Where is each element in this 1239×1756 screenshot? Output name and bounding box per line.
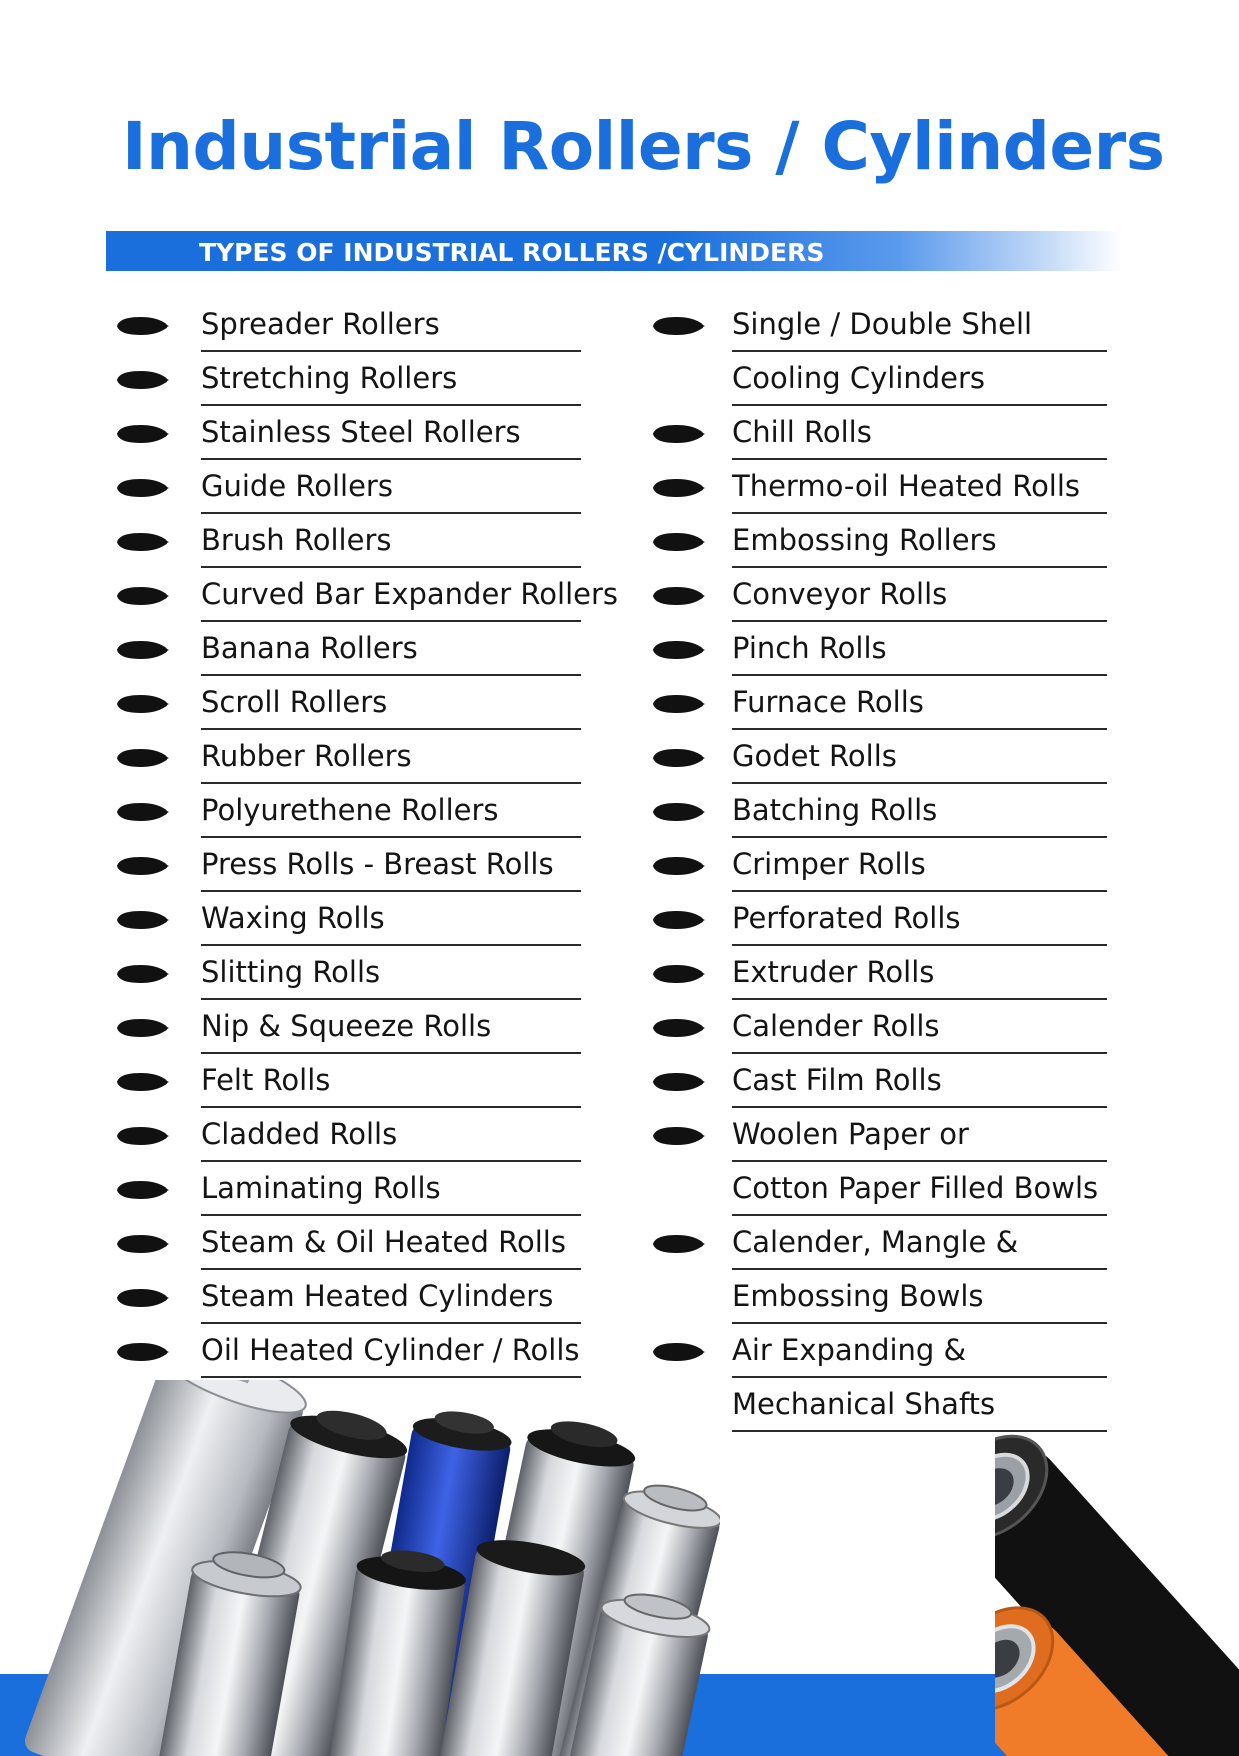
list-item-label: Chill Rolls — [732, 412, 1107, 460]
list-item-label: Press Rolls - Breast Rolls — [201, 844, 581, 892]
roller-bullet-icon — [651, 1340, 705, 1364]
roller-bullet-icon — [651, 1070, 705, 1094]
roller-bullet-icon — [651, 422, 705, 446]
list-item-label: Rubber Rollers — [201, 736, 581, 784]
list-item-label: Perforated Rolls — [732, 898, 1107, 946]
list-item-label: Stainless Steel Rollers — [201, 412, 581, 460]
roller-bullet-icon — [651, 1016, 705, 1040]
roller-bullet-icon — [115, 1340, 169, 1364]
list-item-label: Stretching Rollers — [201, 358, 581, 406]
list-item-label: Batching Rolls — [732, 790, 1107, 838]
roller-bullet-icon — [651, 854, 705, 878]
roller-bullet-icon — [651, 314, 705, 338]
list-item-label: Pinch Rolls — [732, 628, 1107, 676]
list-item-label: Slitting Rolls — [201, 952, 581, 1000]
roller-bullet-icon — [115, 1124, 169, 1148]
roller-bullet-icon — [115, 1286, 169, 1310]
roller-bullet-icon — [115, 746, 169, 770]
list-item-label: Single / Double Shell — [732, 304, 1107, 352]
list-item-label: Curved Bar Expander Rollers — [201, 574, 581, 622]
roller-bullet-icon — [651, 530, 705, 554]
list-item-label: Brush Rollers — [201, 520, 581, 568]
roller-bullet-icon — [115, 368, 169, 392]
list-item-label: Crimper Rolls — [732, 844, 1107, 892]
list-item-label: Mechanical Shafts — [732, 1384, 1107, 1432]
roller-bullet-icon — [115, 476, 169, 500]
list-item-label: Scroll Rollers — [201, 682, 581, 730]
list-item-label: Cotton Paper Filled Bowls — [732, 1168, 1107, 1216]
list-item-label: Nip & Squeeze Rolls — [201, 1006, 581, 1054]
roller-bullet-icon — [651, 800, 705, 824]
roller-bullet-icon — [115, 1070, 169, 1094]
list-item-label: Steam Heated Cylinders — [201, 1276, 581, 1324]
list-item-label: Steam & Oil Heated Rolls — [201, 1222, 581, 1270]
list-item-label: Embossing Rollers — [732, 520, 1107, 568]
list-item-label: Banana Rollers — [201, 628, 581, 676]
roller-bullet-icon — [651, 584, 705, 608]
list-item-label: Cast Film Rolls — [732, 1060, 1107, 1108]
roller-bullet-icon — [115, 1232, 169, 1256]
list-item-label: Spreader Rollers — [201, 304, 581, 352]
list-item-label: Godet Rolls — [732, 736, 1107, 784]
roller-bullet-icon — [115, 854, 169, 878]
list-item-label: Air Expanding & — [732, 1330, 1107, 1378]
steel-rollers-image — [0, 1380, 720, 1756]
roller-bullet-icon — [115, 422, 169, 446]
roller-bullet-icon — [651, 746, 705, 770]
roller-bullet-icon — [651, 962, 705, 986]
roller-bullet-icon — [651, 908, 705, 932]
list-item-label: Woolen Paper or — [732, 1114, 1107, 1162]
roller-bullet-icon — [651, 476, 705, 500]
page-title: Industrial Rollers / Cylinders — [122, 108, 1165, 185]
list-item-label: Felt Rolls — [201, 1060, 581, 1108]
list-item-label: Embossing Bowls — [732, 1276, 1107, 1324]
section-banner — [106, 231, 1122, 271]
roller-bullet-icon — [651, 1232, 705, 1256]
roller-bullet-icon — [651, 692, 705, 716]
list-item-label: Waxing Rolls — [201, 898, 581, 946]
roller-bullet-icon — [115, 314, 169, 338]
section-banner-label: TYPES OF INDUSTRIAL ROLLERS /CYLINDERS — [199, 238, 825, 267]
list-item-label: Laminating Rolls — [201, 1168, 581, 1216]
list-item-label: Cladded Rolls — [201, 1114, 581, 1162]
list-item-label: Calender Rolls — [732, 1006, 1107, 1054]
list-item-label: Polyurethene Rollers — [201, 790, 581, 838]
list-item-label: Guide Rollers — [201, 466, 581, 514]
roller-bullet-icon — [115, 530, 169, 554]
list-item-label: Extruder Rolls — [732, 952, 1107, 1000]
list-item-label: Calender, Mangle & — [732, 1222, 1107, 1270]
roller-bullet-icon — [115, 800, 169, 824]
roller-bullet-icon — [115, 1016, 169, 1040]
list-item-label: Cooling Cylinders — [732, 358, 1107, 406]
roller-bullet-icon — [115, 584, 169, 608]
list-item-label: Thermo-oil Heated Rolls — [732, 466, 1107, 514]
roller-bullet-icon — [651, 1124, 705, 1148]
list-item-label: Conveyor Rolls — [732, 574, 1107, 622]
roller-bullet-icon — [651, 638, 705, 662]
roller-bullet-icon — [115, 638, 169, 662]
roller-bullet-icon — [115, 962, 169, 986]
roller-bullet-icon — [115, 692, 169, 716]
roller-bullet-icon — [115, 1178, 169, 1202]
list-item-label: Furnace Rolls — [732, 682, 1107, 730]
polyurethane-rollers-image — [995, 1330, 1239, 1756]
roller-bullet-icon — [115, 908, 169, 932]
list-item-label: Oil Heated Cylinder / Rolls — [201, 1330, 581, 1378]
